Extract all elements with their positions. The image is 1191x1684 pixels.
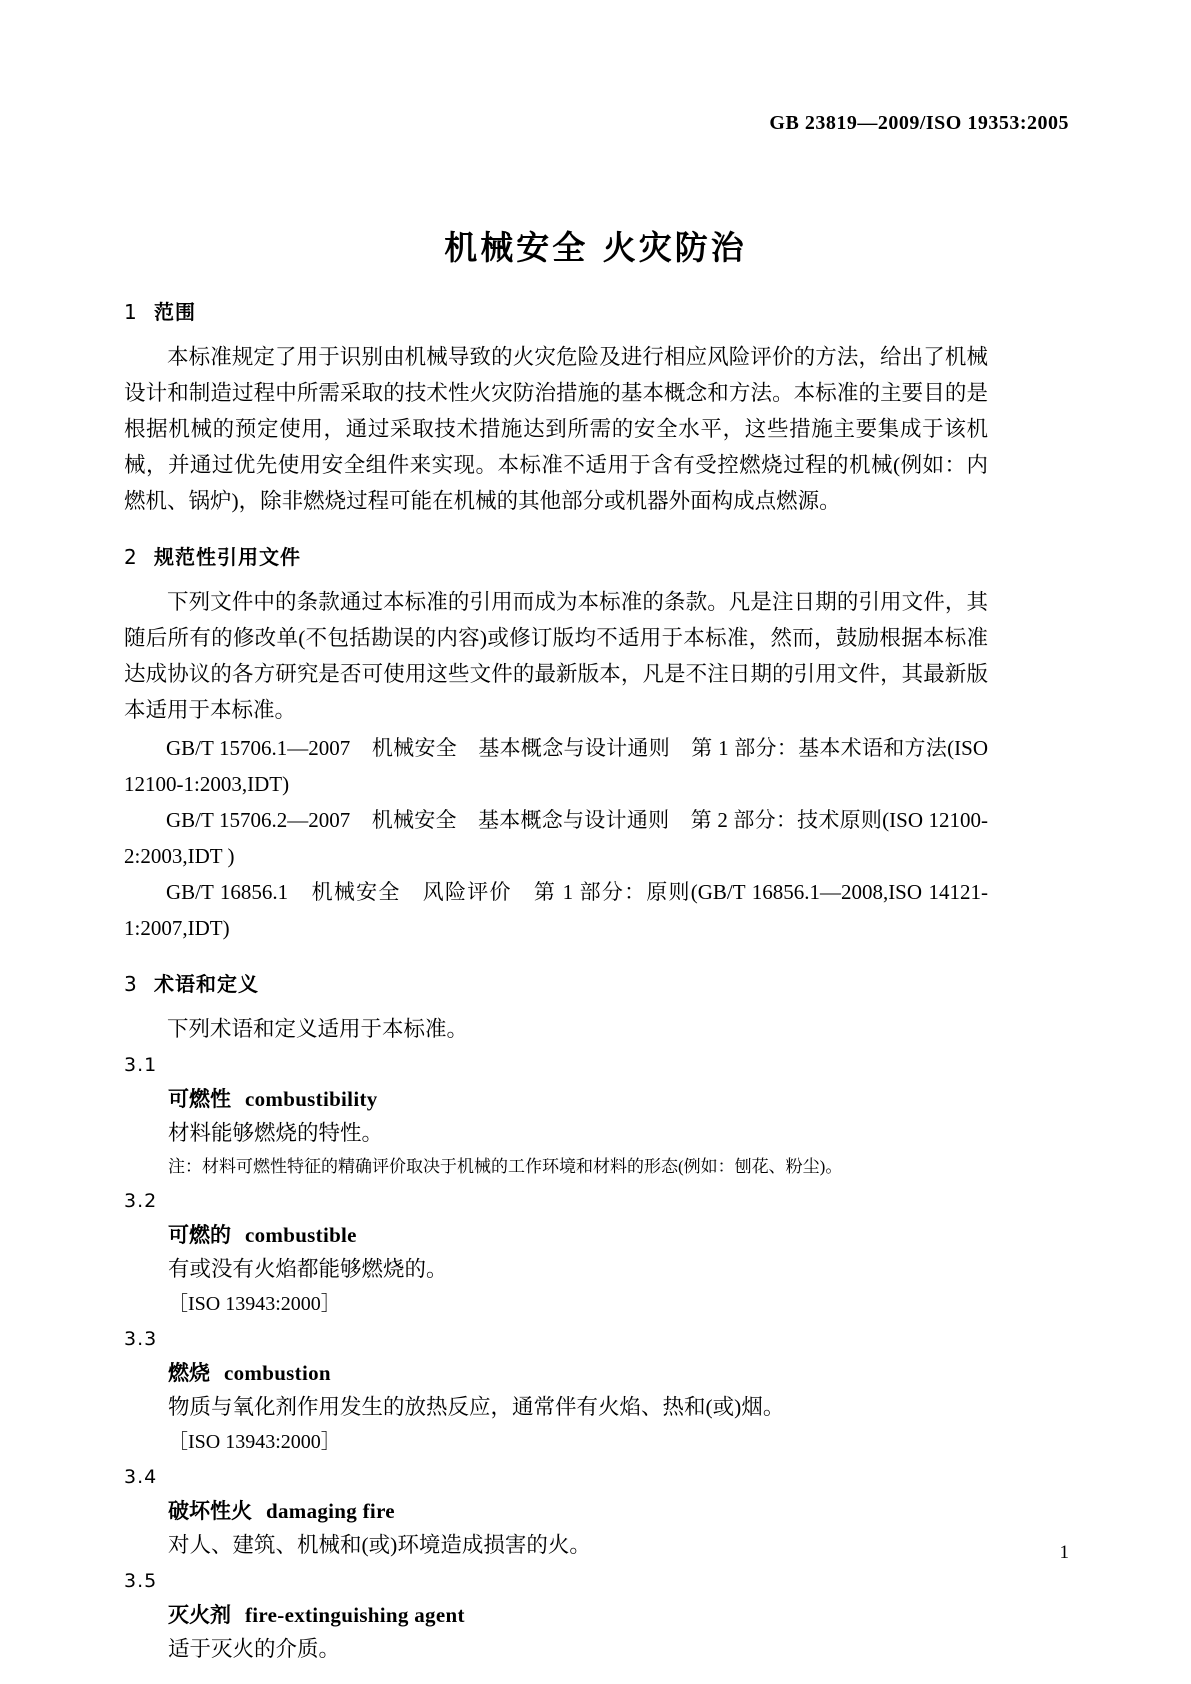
reference-item: GB/T 16856.1 机械安全 风险评价 第 1 部分：原则(GB/T 16856.1—2008,ISO 14121-1:2007,IDT)	[124, 880, 988, 940]
section-number-2: 2	[124, 545, 138, 569]
term-name	[168, 1356, 988, 1390]
section-number-1: 1	[124, 300, 138, 324]
document-body	[124, 296, 988, 1684]
section-terms-and-definitions	[124, 968, 988, 1667]
section-heading-3	[124, 968, 988, 997]
term-number: 3.4	[124, 1466, 158, 1488]
term-name-en: combustion	[224, 1361, 331, 1385]
term-name-zh: 可燃的	[168, 1223, 231, 1247]
term-name	[168, 1082, 988, 1116]
term-number: 3.2	[124, 1190, 158, 1212]
section-title-1: 范围	[154, 300, 196, 324]
term-definition: 物质与氧化剂作用发生的放热反应，通常伴有火焰、热和(或)烟。	[168, 1395, 785, 1419]
term-name-zh: 可燃性	[168, 1087, 231, 1111]
reference-item: GB/T 15706.1—2007 机械安全 基本概念与设计通则 第 1 部分：基本术语和方法(ISO 12100-1:2003,IDT)	[124, 736, 988, 796]
running-header-standard-number: GB 23819—2009/ISO 19353:2005	[769, 112, 1069, 134]
term-name	[168, 1598, 988, 1632]
section-title-2: 规范性引用文件	[154, 545, 301, 569]
term-entry	[124, 1565, 988, 1667]
term-name-zh: 破坏性火	[168, 1499, 252, 1523]
section-1-paragraph: 本标准规定了用于识别由机械导致的火灾危险及进行相应风险评价的方法，给出了机械设计和制造过程中所需采取的技术性火灾防治措施的基本概念和方法。本标准的主要目的是根据机械的预定使用，通过采取技术措施达到所需的安全水平，这些措施主要集成于该机械，并通过优先使用安全组件来实现。本标准不适用于含有受控燃烧过程的机械(例如：内燃机、锅炉)，除非燃烧过程可能在机械的其他部分或机器外面构成点燃源。	[124, 345, 988, 513]
term-definition: 有或没有火焰都能够燃烧的。	[168, 1257, 448, 1281]
term-number: 3.5	[124, 1570, 158, 1592]
term-source: ［ISO 13943:2000］	[168, 1293, 341, 1315]
section-scope	[124, 296, 988, 519]
section-normative-references	[124, 541, 988, 946]
page-title: 机械安全 火灾防治	[444, 228, 747, 268]
section-heading-1	[124, 296, 988, 325]
term-name-en: fire-extinguishing agent	[245, 1603, 465, 1627]
term-name-en: damaging fire	[266, 1499, 395, 1523]
term-name-en: combustibility	[245, 1087, 378, 1111]
term-name-zh: 灭火剂	[168, 1603, 231, 1627]
term-name-zh: 燃烧	[168, 1361, 210, 1385]
section-2-paragraph: 下列文件中的条款通过本标准的引用而成为本标准的条款。凡是注日期的引用文件，其随后所有的修改单(不包括勘误的内容)或修订版均不适用于本标准，然而，鼓励根据本标准达成协议的各方研究是否可使用这些文件的最新版本，凡是不注日期的引用文件，其最新版本适用于本标准。	[124, 590, 988, 722]
term-definition: 材料能够燃烧的特性。	[168, 1121, 384, 1145]
term-definition: 对人、建筑、机械和(或)环境造成损害的火。	[168, 1533, 591, 1557]
term-definition: 适于灭火的介质。	[168, 1637, 341, 1661]
term-number: 3.3	[124, 1328, 158, 1350]
term-name	[168, 1218, 988, 1252]
term-entry	[124, 1461, 988, 1563]
section-3-paragraph: 下列术语和定义适用于本标准。	[167, 1017, 469, 1041]
term-number: 3.1	[124, 1054, 158, 1076]
term-entry	[124, 1323, 988, 1459]
term-name-en: combustible	[245, 1223, 357, 1247]
section-number-3: 3	[124, 972, 138, 996]
section-title-3: 术语和定义	[154, 972, 259, 996]
section-heading-2	[124, 541, 988, 570]
page-number: 1	[1059, 1542, 1069, 1563]
term-name	[168, 1494, 988, 1528]
term-note: 注：材料可燃性特征的精确评价取决于机械的工作环境和材料的形态(例如：刨花、粉尘)。	[168, 1157, 843, 1176]
term-entry	[124, 1185, 988, 1321]
reference-item: GB/T 15706.2—2007 机械安全 基本概念与设计通则 第 2 部分：技术原则(ISO 12100-2:2003,IDT )	[124, 808, 988, 868]
term-entry	[124, 1049, 988, 1183]
term-source: ［ISO 13943:2000］	[168, 1431, 341, 1453]
